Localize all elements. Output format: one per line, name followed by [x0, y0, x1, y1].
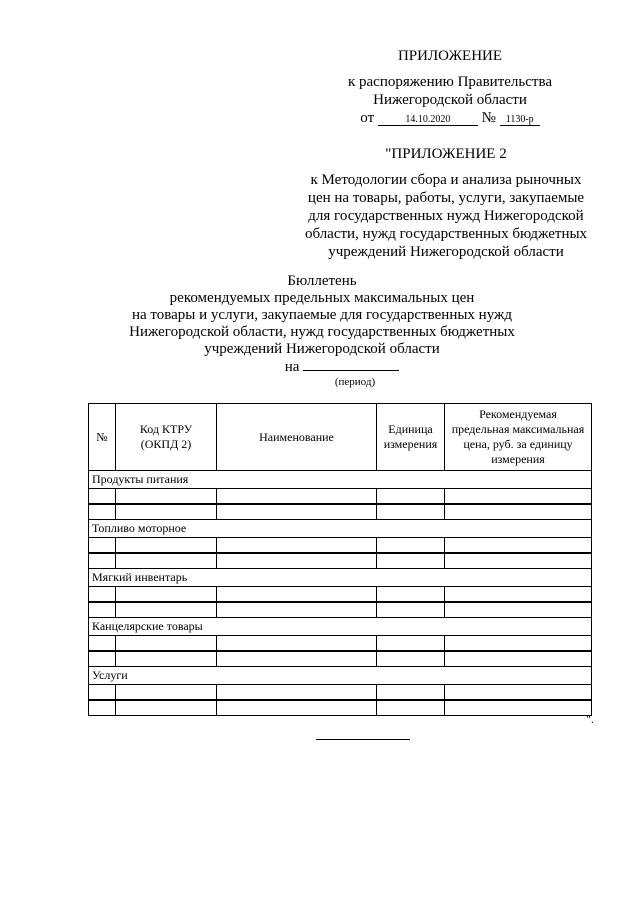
- methodology-line: цен на товары, работы, услуги, закупаемые: [307, 190, 585, 206]
- table-cell: [217, 636, 377, 652]
- period-blank: [303, 358, 399, 371]
- header-unit: Единица измерения: [377, 404, 445, 471]
- date-field: [378, 113, 478, 126]
- header-name: Наименование: [217, 404, 377, 471]
- table-cell: [89, 504, 116, 520]
- table-cell: [445, 602, 592, 618]
- table-cell: [217, 538, 377, 554]
- table-cell: [445, 538, 592, 554]
- table-cell: [217, 602, 377, 618]
- table-row: [89, 538, 592, 554]
- table-cell: [116, 538, 217, 554]
- category-row: [89, 667, 592, 685]
- bulletin-line: на товары и услуги, закупаемые для государственных нужд: [131, 307, 513, 323]
- appendix-date-line: [300, 109, 600, 127]
- table-cell: [445, 636, 592, 652]
- table-row: [89, 651, 592, 667]
- table-cell: [89, 700, 116, 716]
- table-cell: [217, 587, 377, 603]
- date-value: 14.10.2020: [405, 114, 451, 125]
- price-table: [88, 403, 592, 716]
- table-cell: [89, 651, 116, 667]
- table-cell: [377, 504, 445, 520]
- table-cell: [377, 636, 445, 652]
- closing-quote: ".: [586, 712, 594, 726]
- table-cell: [89, 685, 116, 701]
- number-value: 1130-р: [505, 114, 534, 125]
- table-cell: [217, 700, 377, 716]
- table-cell: [217, 504, 377, 520]
- header-price: Рекомендуемая предельная максимальная цена, руб. за единицу измерения: [445, 404, 592, 471]
- methodology-line: учреждений Нижегородской области: [328, 244, 564, 260]
- appendix-header: [300, 47, 600, 65]
- table-row: [89, 504, 592, 520]
- table-cell: [116, 685, 217, 701]
- table-cell: [116, 636, 217, 652]
- category-row: [89, 618, 592, 636]
- appendix-title: ПРИЛОЖЕНИЕ: [397, 48, 503, 64]
- number-sign: №: [481, 110, 496, 126]
- table-row: [89, 685, 592, 701]
- table-cell: [217, 553, 377, 569]
- table-row: [89, 587, 592, 603]
- table-cell: [116, 489, 217, 505]
- table-row: [89, 636, 592, 652]
- table-cell: [377, 489, 445, 505]
- bulletin-line: рекомендуемых предельных максимальных цен: [169, 290, 475, 306]
- end-divider: [316, 739, 410, 740]
- table-cell: [217, 489, 377, 505]
- appendix-line-1: к распоряжению Правительства: [347, 74, 552, 90]
- bulletin-line: Бюллетень: [287, 273, 357, 289]
- from-label: от: [360, 110, 375, 126]
- header-num: №: [89, 404, 116, 471]
- table-cell: [445, 651, 592, 667]
- table-cell: [89, 538, 116, 554]
- table-cell: [89, 489, 116, 505]
- table-cell: [377, 700, 445, 716]
- table-cell: [217, 651, 377, 667]
- table-cell: [116, 504, 217, 520]
- category-row: [89, 520, 592, 538]
- period-note: (период): [334, 376, 376, 388]
- category-label: Топливо моторное: [89, 520, 592, 538]
- appendix-line-2: Нижегородской области: [373, 92, 527, 108]
- table-cell: [116, 700, 217, 716]
- table-cell: [377, 538, 445, 554]
- table-cell: [89, 636, 116, 652]
- table-cell: [377, 553, 445, 569]
- table-cell: [116, 587, 217, 603]
- table-cell: [445, 489, 592, 505]
- table-cell: [377, 587, 445, 603]
- bulletin-title: [80, 273, 564, 376]
- table-cell: [116, 651, 217, 667]
- category-label: Мягкий инвентарь: [89, 569, 592, 587]
- on-label: на: [284, 359, 300, 375]
- number-field: [500, 113, 540, 126]
- table-cell: [116, 602, 217, 618]
- appendix-reference: [300, 73, 600, 127]
- table-cell: [377, 685, 445, 701]
- category-row: [89, 569, 592, 587]
- table-cell: [445, 553, 592, 569]
- table-cell: [445, 587, 592, 603]
- methodology-line: области, нужд государственных бюджетных: [304, 226, 588, 242]
- table-cell: [445, 685, 592, 701]
- bulletin-line: учреждений Нижегородской области: [204, 341, 440, 357]
- table-row: [89, 700, 592, 716]
- table-row: [89, 553, 592, 569]
- table-cell: [217, 685, 377, 701]
- methodology-block: [290, 145, 602, 261]
- table-cell: [445, 504, 592, 520]
- table-cell: [445, 700, 592, 716]
- table-row: [89, 602, 592, 618]
- methodology-line: для государственных нужд Нижегородской: [308, 208, 584, 224]
- category-label: Канцелярские товары: [89, 618, 592, 636]
- category-label: Услуги: [89, 667, 592, 685]
- category-row: [89, 471, 592, 489]
- table-cell: [89, 553, 116, 569]
- table-cell: [377, 602, 445, 618]
- table-row: [89, 489, 592, 505]
- table-cell: [89, 602, 116, 618]
- methodology-line: к Методологии сбора и анализа рыночных: [310, 172, 582, 188]
- table-cell: [116, 553, 217, 569]
- methodology-title: "ПРИЛОЖЕНИЕ 2: [385, 146, 507, 162]
- table-header-row: [89, 404, 592, 471]
- table-cell: [89, 587, 116, 603]
- header-code: Код КТРУ (ОКПД 2): [116, 404, 217, 471]
- period-line: [80, 358, 564, 376]
- bulletin-line: Нижегородской области, нужд государственных бюджетных: [129, 324, 515, 340]
- category-label: Продукты питания: [89, 471, 592, 489]
- table-cell: [377, 651, 445, 667]
